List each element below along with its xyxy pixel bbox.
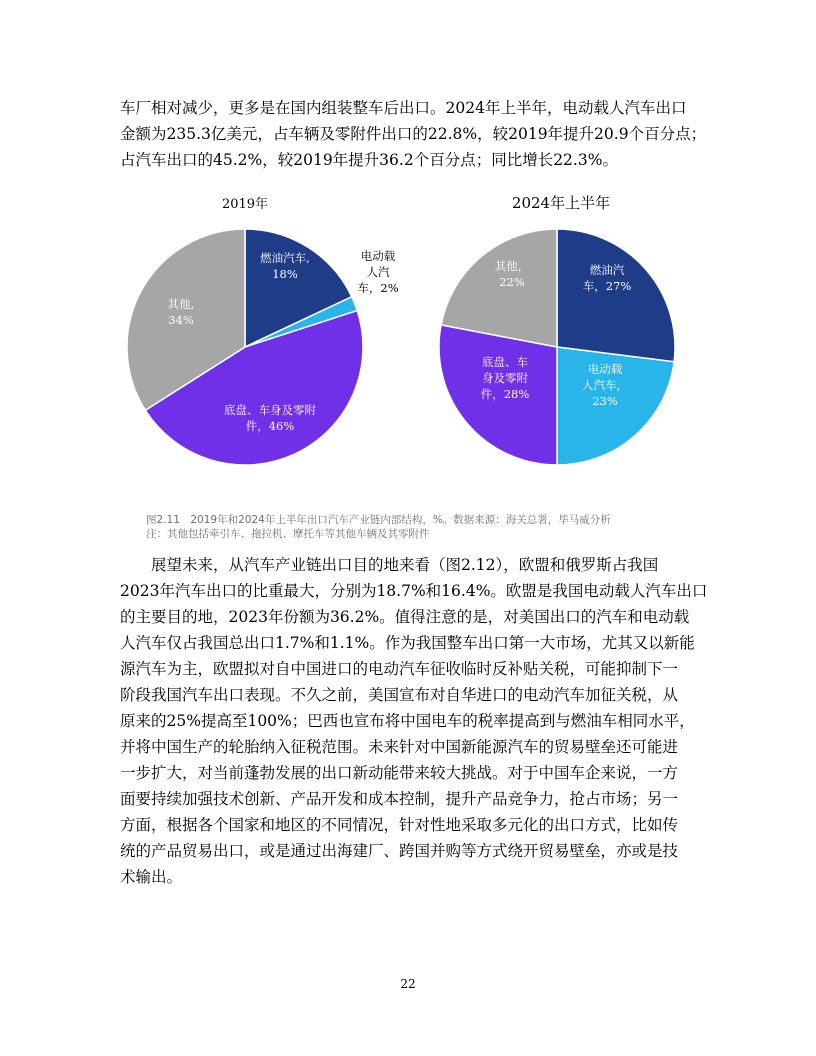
text-line: 人汽车仅占我国总出口1.7%和1.1%。作为我国整车出口第一大市场，尤其又以新能 <box>120 634 695 652</box>
slice-label-line: 电动载 <box>587 362 623 376</box>
slice-label-line: 件，28% <box>480 387 530 401</box>
slice-label-line: 人汽 <box>366 265 390 279</box>
text-line: 方面，根据各个国家和地区的不同情况，针对性地采取多元化的出口方式，比如传 <box>120 816 679 834</box>
text-line: 阶段我国汽车出口表现。不久之前，美国宣布对自华进口的电动汽车加征关税，从 <box>120 686 679 704</box>
slice-label-line: 34% <box>168 313 194 327</box>
pie-chart-2019 <box>115 190 399 474</box>
slice-label-line: 车，27% <box>582 279 632 293</box>
text-line: 一步扩大，对当前蓬勃发展的出口新动能带来较大挑战。对于中国车企来说，一方 <box>120 764 679 782</box>
text-line: 2023年汽车出口的比重最大，分别为18.7%和16.4%。欧盟是我国电动载人汽车出口 <box>120 582 708 600</box>
pie-chart-2024h1-svg <box>425 190 695 470</box>
slice-label-line: 22% <box>499 275 525 289</box>
text-line: 展望未来，从汽车产业链出口目的地来看（图2.12），欧盟和俄罗斯占我国 <box>120 556 659 574</box>
text-line: 车厂相对减少，更多是在国内组装整车后出口。2024年上半年，电动载人汽车出口 <box>120 99 687 117</box>
chart-title: 2024年上半年 <box>511 194 611 212</box>
text-line: 面要持续加强技术创新、产品开发和成本控制，提升产品竞争力，抢占市场；另一 <box>120 790 679 808</box>
caption-note: 注：其他包括牵引车、拖拉机、摩托车等其他车辆及其零附件 <box>146 528 430 540</box>
slice-label-line: 燃油汽车, <box>260 251 310 265</box>
slice-label <box>357 249 398 295</box>
slice-label-line: 其他， <box>494 259 530 273</box>
slice-label-line: 人汽车， <box>582 378 628 392</box>
text-line: 占汽车出口的45.2%，较2019年提升36.2个百分点；同比增长22.3%。 <box>120 151 618 169</box>
intro-paragraph <box>120 95 707 173</box>
page-number: 22 <box>400 977 416 991</box>
outlook-paragraph <box>120 552 708 890</box>
slice-label-line: 23% <box>592 394 618 408</box>
text-line: 金额为235.3亿美元，占车辆及零附件出口的22.8%，较2019年提升20.9个百分点； <box>120 125 707 143</box>
slice-label-line: 车，2% <box>357 281 399 295</box>
slice-label-line: 电动载 <box>360 249 396 263</box>
text-line: 原来的25%提高至100%；巴西也宣布将中国电车的税率提高到与燃油车相同水平， <box>120 712 695 730</box>
slice-label-line: 18% <box>272 267 298 281</box>
pie-chart-2024h1 <box>425 190 695 474</box>
chart-title: 2019年 <box>221 197 269 212</box>
text-line: 的主要目的地，2023年份额为36.2%。值得注意的是，对美国出口的汽车和电动载 <box>120 608 690 626</box>
text-line: 术输出。 <box>120 868 183 886</box>
pie-slice <box>557 229 675 362</box>
caption-line: 图2.11 2019年和2024年上半年出口汽车产业链内部结构，%。数据来源：海关总署，毕马威分析 <box>146 514 611 526</box>
slice-label-line: 其他, <box>167 297 195 311</box>
slice-label-line: 底盘、车身及零附 <box>224 403 316 417</box>
figure-caption <box>146 513 611 541</box>
pie-chart-2019-svg <box>115 190 399 470</box>
text-line: 统的产品贸易出口，或是通过出海建厂、跨国并购等方式绕开贸易壁垒，亦或是技 <box>120 842 679 860</box>
slice-label-line: 身及零附 <box>482 371 528 385</box>
text-line: 源汽车为主，欧盟拟对自中国进口的电动汽车征收临时反补贴关税，可能抑制下一 <box>120 660 679 678</box>
slice-label-line: 底盘、车 <box>482 355 528 369</box>
text-line: 并将中国生产的轮胎纳入征税范围。未来针对中国新能源汽车的贸易壁垒还可能进 <box>120 738 679 756</box>
slice-label-line: 件，46% <box>245 419 295 433</box>
slice-label <box>481 355 530 401</box>
slice-label-line: 燃油汽 <box>589 263 625 277</box>
